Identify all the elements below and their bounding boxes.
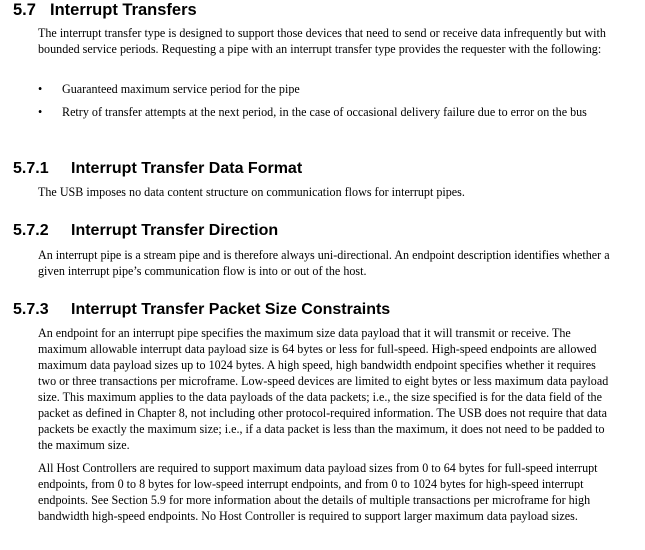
section-heading-5-7-1 (13, 160, 302, 178)
section-heading-5-7-3 (13, 301, 390, 319)
bullet-text: Retry of transfer attempts at the next period, in the case of occasional delivery failure due to error on the bus (62, 105, 587, 119)
section-number: 5.7.3 (13, 301, 49, 318)
section-title: Interrupt Transfer Direction (71, 222, 279, 239)
bullet-text: Guaranteed maximum service period for the pipe (62, 82, 300, 96)
section-title: Interrupt Transfers (50, 1, 197, 19)
bullet-item (38, 81, 610, 97)
section-intro-paragraph: The interrupt transfer type is designed to support those devices that need to send or receive data infrequently but with bounded service periods. Requesting a pipe with an interrupt transfer type provides the requester with the following: (38, 26, 606, 56)
section-title: Interrupt Transfer Packet Size Constraints (71, 301, 391, 318)
bullet-item (38, 104, 610, 120)
section-heading-5-7 (13, 1, 197, 20)
section-title: Interrupt Transfer Data Format (71, 160, 303, 177)
section-body-paragraph: All Host Controllers are required to support maximum data payload sizes from 0 to 64 bytes for full-speed interrupt endpoints, from 0 to 8 bytes for low-speed interrupt endpoints, and from 0 to 1024 bytes for high-speed interrupt endpoints. See Section 5.9 for more information about the details of multiple transactions per microframe for high bandwidth high-speed endpoints. No Host Controller is required to support larger maximum data payload sizes. (38, 461, 598, 523)
section-body-paragraph: An interrupt pipe is a stream pipe and is therefore always uni-directional. An endpoint description identifies whether a given interrupt pipe’s communication flow is into or out of the host. (38, 248, 610, 278)
bullet-dot-icon: • (38, 105, 43, 119)
bullet-dot-icon: • (38, 82, 43, 96)
section-number: 5.7 (13, 1, 36, 19)
section-heading-5-7-2 (13, 222, 278, 240)
section-number: 5.7.2 (13, 222, 49, 239)
section-body-paragraph: An endpoint for an interrupt pipe specifies the maximum size data payload that it will transmit or receive. The maximum allowable interrupt data payload size is 64 bytes or less for full-speed. High-speed endpoints are allowed maximum data payload sizes up to 1024 bytes. A high speed, high bandwidth endpoint specifies whether it requires two or three transactions per microframe. Low-speed devices are limited to eight bytes or less maximum data payload size. This maximum applies to the data payloads of the data packets; i.e., the size specified is for the data field of the packet as defined in Chapter 8, not including other protocol-required information. The USB does not require that data packets be exactly the maximum size; i.e., if a data packet is less than the maximum, it does not need to be padded to the maximum size. (38, 326, 609, 452)
section-number: 5.7.1 (13, 160, 49, 177)
section-body-paragraph: The USB imposes no data content structure on communication flows for interrupt pipes. (38, 185, 465, 199)
